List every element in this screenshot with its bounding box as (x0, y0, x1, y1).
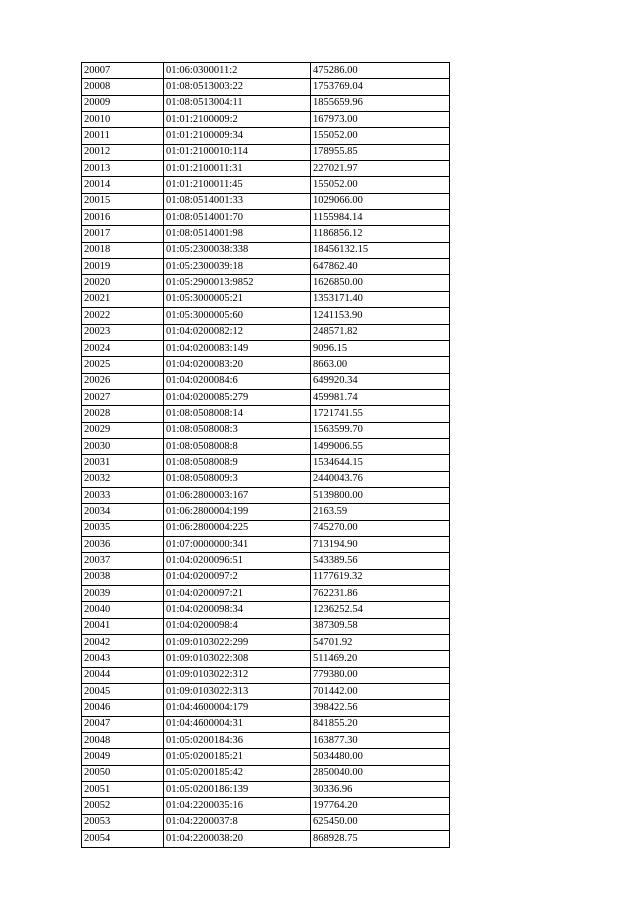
row-number-cell: 20008 (82, 79, 164, 95)
table-row (82, 733, 450, 749)
table-row (82, 831, 450, 847)
table-body (82, 63, 450, 848)
cadastral-number-cell: 01:01:2100011:31 (164, 161, 311, 177)
value-cell: 155052.00 (311, 128, 450, 144)
row-number-cell: 20022 (82, 308, 164, 324)
cadastral-number-cell: 01:04:0200085:279 (164, 389, 311, 405)
cadastral-number-cell: 01:04:0200082:12 (164, 324, 311, 340)
table-row (82, 455, 450, 471)
value-cell: 227021.97 (311, 161, 450, 177)
table-row (82, 684, 450, 700)
cadastral-number-cell: 01:04:2200037:8 (164, 814, 311, 830)
cadastral-number-cell: 01:09:0103022:299 (164, 635, 311, 651)
row-number-cell: 20032 (82, 471, 164, 487)
value-cell: 459981.74 (311, 389, 450, 405)
value-cell: 511469.20 (311, 651, 450, 667)
cadastral-number-cell: 01:04:0200083:149 (164, 340, 311, 356)
table-row (82, 700, 450, 716)
table-row (82, 618, 450, 634)
value-cell: 1353171.40 (311, 291, 450, 307)
row-number-cell: 20041 (82, 618, 164, 634)
value-cell: 779380.00 (311, 667, 450, 683)
row-number-cell: 20020 (82, 275, 164, 291)
cadastral-number-cell: 01:05:2900013:9852 (164, 275, 311, 291)
row-number-cell: 20035 (82, 520, 164, 536)
value-cell: 713194.90 (311, 536, 450, 552)
table-row (82, 586, 450, 602)
row-number-cell: 20033 (82, 487, 164, 503)
table-row (82, 814, 450, 830)
row-number-cell: 20021 (82, 291, 164, 307)
value-cell: 475286.00 (311, 63, 450, 79)
cadastral-number-cell: 01:05:3000005:21 (164, 291, 311, 307)
table-row (82, 602, 450, 618)
value-cell: 398422.56 (311, 700, 450, 716)
row-number-cell: 20023 (82, 324, 164, 340)
table-row (82, 389, 450, 405)
table-row (82, 308, 450, 324)
value-cell: 1177619.32 (311, 569, 450, 585)
row-number-cell: 20013 (82, 161, 164, 177)
table-row (82, 63, 450, 79)
table-row (82, 765, 450, 781)
cadastral-number-cell: 01:08:0508009:3 (164, 471, 311, 487)
value-cell: 5034480.00 (311, 749, 450, 765)
cadastral-number-cell: 01:04:0200097:21 (164, 586, 311, 602)
row-number-cell: 20045 (82, 684, 164, 700)
cadastral-number-cell: 01:06:2800003:167 (164, 487, 311, 503)
cadastral-number-cell: 01:08:0508008:9 (164, 455, 311, 471)
cadastral-number-cell: 01:01:2100010:114 (164, 144, 311, 160)
table-row (82, 128, 450, 144)
cadastral-number-cell: 01:05:2300038:338 (164, 242, 311, 258)
cadastral-number-cell: 01:04:0200098:4 (164, 618, 311, 634)
row-number-cell: 20027 (82, 389, 164, 405)
row-number-cell: 20018 (82, 242, 164, 258)
table-row (82, 422, 450, 438)
table-row (82, 79, 450, 95)
value-cell: 387309.58 (311, 618, 450, 634)
table-row (82, 357, 450, 373)
value-cell: 841855.20 (311, 716, 450, 732)
cadastral-number-cell: 01:08:0508008:8 (164, 438, 311, 454)
value-cell: 178955.85 (311, 144, 450, 160)
row-number-cell: 20028 (82, 406, 164, 422)
cadastral-number-cell: 01:06:2800004:225 (164, 520, 311, 536)
table-row (82, 112, 450, 128)
value-cell: 167973.00 (311, 112, 450, 128)
value-cell: 745270.00 (311, 520, 450, 536)
row-number-cell: 20017 (82, 226, 164, 242)
value-cell: 1753769.04 (311, 79, 450, 95)
value-cell: 18456132.15 (311, 242, 450, 258)
row-number-cell: 20026 (82, 373, 164, 389)
row-number-cell: 20050 (82, 765, 164, 781)
row-number-cell: 20030 (82, 438, 164, 454)
value-cell: 163877.30 (311, 733, 450, 749)
data-table (81, 62, 450, 848)
table-row (82, 635, 450, 651)
table-row (82, 161, 450, 177)
table-row (82, 226, 450, 242)
table-row (82, 193, 450, 209)
cadastral-number-cell: 01:05:2300039:18 (164, 259, 311, 275)
value-cell: 248571.82 (311, 324, 450, 340)
row-number-cell: 20047 (82, 716, 164, 732)
value-cell: 868928.75 (311, 831, 450, 847)
cadastral-number-cell: 01:01:2100009:34 (164, 128, 311, 144)
cadastral-number-cell: 01:08:0513004:11 (164, 95, 311, 111)
cadastral-number-cell: 01:04:4600004:179 (164, 700, 311, 716)
table-row (82, 716, 450, 732)
table-row (82, 749, 450, 765)
cadastral-number-cell: 01:09:0103022:308 (164, 651, 311, 667)
row-number-cell: 20048 (82, 733, 164, 749)
value-cell: 54701.92 (311, 635, 450, 651)
value-cell: 155052.00 (311, 177, 450, 193)
cadastral-number-cell: 01:04:0200096:51 (164, 553, 311, 569)
cadastral-number-cell: 01:08:0514001:33 (164, 193, 311, 209)
row-number-cell: 20051 (82, 782, 164, 798)
value-cell: 30336.96 (311, 782, 450, 798)
row-number-cell: 20010 (82, 112, 164, 128)
row-number-cell: 20029 (82, 422, 164, 438)
table-row (82, 340, 450, 356)
table-row (82, 536, 450, 552)
cadastral-number-cell: 01:08:0508008:14 (164, 406, 311, 422)
cadastral-number-cell: 01:04:0200097:2 (164, 569, 311, 585)
cadastral-number-cell: 01:04:0200083:20 (164, 357, 311, 373)
table-row (82, 275, 450, 291)
cadastral-number-cell: 01:08:0514001:70 (164, 210, 311, 226)
table-row (82, 406, 450, 422)
table-row (82, 210, 450, 226)
table-row (82, 782, 450, 798)
cadastral-number-cell: 01:08:0513003:22 (164, 79, 311, 95)
value-cell: 8663.00 (311, 357, 450, 373)
table-row (82, 177, 450, 193)
value-cell: 762231.86 (311, 586, 450, 602)
row-number-cell: 20009 (82, 95, 164, 111)
value-cell: 1241153.90 (311, 308, 450, 324)
table-row (82, 651, 450, 667)
value-cell: 1721741.55 (311, 406, 450, 422)
row-number-cell: 20043 (82, 651, 164, 667)
value-cell: 5139800.00 (311, 487, 450, 503)
row-number-cell: 20019 (82, 259, 164, 275)
table-row (82, 259, 450, 275)
row-number-cell: 20007 (82, 63, 164, 79)
cadastral-number-cell: 01:04:0200084:6 (164, 373, 311, 389)
row-number-cell: 20040 (82, 602, 164, 618)
table-row (82, 667, 450, 683)
cadastral-number-cell: 01:04:4600004:31 (164, 716, 311, 732)
cadastral-number-cell: 01:08:0514001:98 (164, 226, 311, 242)
row-number-cell: 20024 (82, 340, 164, 356)
cadastral-number-cell: 01:05:3000005:60 (164, 308, 311, 324)
table-row (82, 487, 450, 503)
cadastral-number-cell: 01:05:0200186:139 (164, 782, 311, 798)
row-number-cell: 20052 (82, 798, 164, 814)
row-number-cell: 20034 (82, 504, 164, 520)
row-number-cell: 20042 (82, 635, 164, 651)
cadastral-number-cell: 01:05:0200185:21 (164, 749, 311, 765)
table-row (82, 471, 450, 487)
value-cell: 1563599.70 (311, 422, 450, 438)
row-number-cell: 20049 (82, 749, 164, 765)
cadastral-number-cell: 01:05:0200185:42 (164, 765, 311, 781)
cadastral-number-cell: 01:04:2200038:20 (164, 831, 311, 847)
value-cell: 2850040.00 (311, 765, 450, 781)
value-cell: 2163.59 (311, 504, 450, 520)
cadastral-number-cell: 01:09:0103022:313 (164, 684, 311, 700)
cadastral-number-cell: 01:09:0103022:312 (164, 667, 311, 683)
row-number-cell: 20039 (82, 586, 164, 602)
row-number-cell: 20025 (82, 357, 164, 373)
table-row (82, 798, 450, 814)
cadastral-number-cell: 01:01:2100009:2 (164, 112, 311, 128)
value-cell: 1855659.96 (311, 95, 450, 111)
value-cell: 2440043.76 (311, 471, 450, 487)
table-row (82, 242, 450, 258)
table-row (82, 504, 450, 520)
cadastral-number-cell: 01:06:2800004:199 (164, 504, 311, 520)
row-number-cell: 20012 (82, 144, 164, 160)
row-number-cell: 20053 (82, 814, 164, 830)
row-number-cell: 20014 (82, 177, 164, 193)
cadastral-number-cell: 01:05:0200184:36 (164, 733, 311, 749)
table-row (82, 569, 450, 585)
value-cell: 1534644.15 (311, 455, 450, 471)
row-number-cell: 20046 (82, 700, 164, 716)
row-number-cell: 20044 (82, 667, 164, 683)
value-cell: 9096.15 (311, 340, 450, 356)
table-row (82, 144, 450, 160)
value-cell: 543389.56 (311, 553, 450, 569)
value-cell: 1029066.00 (311, 193, 450, 209)
value-cell: 1236252.54 (311, 602, 450, 618)
value-cell: 647862.40 (311, 259, 450, 275)
row-number-cell: 20037 (82, 553, 164, 569)
cadastral-number-cell: 01:04:0200098:34 (164, 602, 311, 618)
value-cell: 625450.00 (311, 814, 450, 830)
value-cell: 1499006.55 (311, 438, 450, 454)
table-row (82, 438, 450, 454)
value-cell: 1626850.00 (311, 275, 450, 291)
row-number-cell: 20036 (82, 536, 164, 552)
table-row (82, 291, 450, 307)
cadastral-number-cell: 01:01:2100011:45 (164, 177, 311, 193)
value-cell: 701442.00 (311, 684, 450, 700)
cadastral-number-cell: 01:07:0000000:341 (164, 536, 311, 552)
cadastral-number-cell: 01:08:0508008:3 (164, 422, 311, 438)
value-cell: 197764.20 (311, 798, 450, 814)
row-number-cell: 20015 (82, 193, 164, 209)
table-row (82, 95, 450, 111)
table-row (82, 553, 450, 569)
row-number-cell: 20016 (82, 210, 164, 226)
cadastral-number-cell: 01:04:2200035:16 (164, 798, 311, 814)
table-row (82, 373, 450, 389)
table-row (82, 520, 450, 536)
row-number-cell: 20031 (82, 455, 164, 471)
cadastral-number-cell: 01:06:0300011:2 (164, 63, 311, 79)
value-cell: 649920.34 (311, 373, 450, 389)
table-row (82, 324, 450, 340)
row-number-cell: 20054 (82, 831, 164, 847)
value-cell: 1155984.14 (311, 210, 450, 226)
row-number-cell: 20038 (82, 569, 164, 585)
row-number-cell: 20011 (82, 128, 164, 144)
value-cell: 1186856.12 (311, 226, 450, 242)
